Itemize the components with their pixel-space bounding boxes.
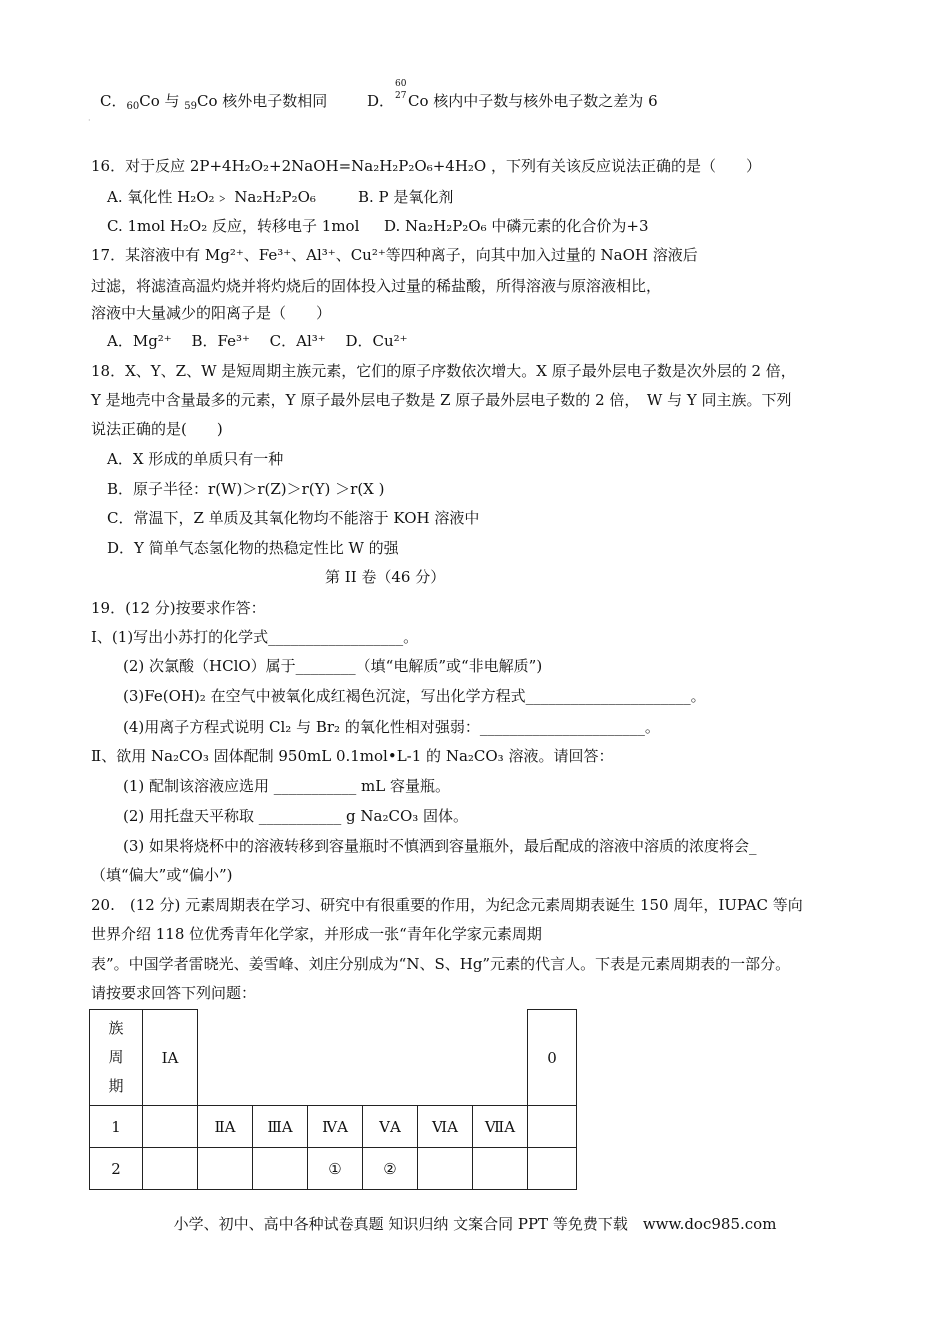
- q15-option-c-text-1: Co 与: [139, 92, 185, 110]
- q15-isotope-mass: 60: [395, 79, 407, 89]
- q15-option-d-label: D．: [367, 92, 395, 110]
- q20-line-3: 表”。中国学者雷晓光、姜雪峰、刘庄分别成为“N、S、Hg”元素的代言人。下表是元素周期表的一部分。: [91, 955, 791, 973]
- q19-part2-item3: (3) 如果将烧杯中的溶液转移到容量瓶时不慎洒到容量瓶外，最后配成的溶液中溶质的浓度将会_: [123, 837, 757, 855]
- q17-line-3: 溶液中大量减少的阳离子是（ ）: [91, 304, 332, 322]
- corner-label-group: 族: [108, 1019, 124, 1037]
- group-6a-header: ⅥA: [418, 1106, 473, 1148]
- q16-option-a: A. 氧化性 H₂O₂﹥ Na₂H₂P₂O₆: [107, 188, 316, 206]
- corner-label-period-1: 周: [108, 1048, 124, 1066]
- cell-period-2-group-0: [528, 1148, 577, 1190]
- q16-option-c: C. 1mol H₂O₂ 反应，转移电子 1mol: [107, 217, 360, 235]
- cell-period-2-group-1a: [143, 1148, 198, 1190]
- q19-part2-item3-hint: （填“偏大”或“偏小”): [91, 866, 233, 884]
- q16-option-b: B. P 是氧化剂: [358, 188, 454, 206]
- q18-line-1: 18．X、Y、Z、W 是短周期主族元素，它们的原子序数依次增大。X 原子最外层电子数是次外层的 2 倍，: [91, 362, 796, 380]
- periodic-table-fragment: [89, 1009, 577, 1190]
- group-4a-header: ⅣA: [308, 1106, 363, 1148]
- q18-line-2: Y 是地壳中含量最多的元素，Y 原子最外层电子数是 Z 原子最外层电子数的 2 倍， W 与 Y 同主族。下列: [91, 391, 792, 409]
- q19-part2-stem: Ⅱ、欲用 Na₂CO₃ 固体配制 950mL 0.1mol•L-1 的 Na₂CO₃ 溶液。请回答：: [91, 747, 614, 765]
- period-1-label: 1: [90, 1106, 143, 1148]
- q19-part2-item2: (2) 用托盘天平称取 ___________ g Na₂CO₃ 固体。: [123, 807, 469, 825]
- q15-isotope-notation: [394, 79, 408, 111]
- q17-options: A．Mg²⁺ B．Fe³⁺ C．Al³⁺ D．Cu²⁺: [107, 332, 408, 350]
- cell-period-2-group-4a: ①: [308, 1148, 363, 1190]
- group-2a-header: ⅡA: [198, 1106, 253, 1148]
- q16-stem: 16．对于反应 2P+4H₂O₂+2NaOH=Na₂H₂P₂O₆+4H₂O ，下列有关该反应说法正确的是（ ）: [91, 157, 762, 175]
- table-row-period-2: [90, 1148, 577, 1190]
- corner-label-period-2: 期: [108, 1077, 124, 1095]
- q18-option-a: A．X 形成的单质只有一种: [107, 450, 284, 468]
- q15-option-d-text: Co 核内中子数与核外电子数之差为 6: [408, 92, 658, 110]
- q18-option-c: C．常温下，Z 单质及其氧化物均不能溶于 KOH 溶液中: [107, 509, 480, 527]
- cell-period-1-group-1a: [143, 1106, 198, 1148]
- q20-line-1: 20. (12 分) 元素周期表在学习、研究中有很重要的作用，为纪念元素周期表诞生 150 周年，IUPAC 等向: [91, 896, 803, 914]
- cell-period-2-group-5a: ②: [363, 1148, 418, 1190]
- q20-line-4: 请按要求回答下列问题：: [91, 984, 257, 1002]
- table-row-header: [90, 1010, 577, 1106]
- group-0-header: 0: [528, 1010, 577, 1106]
- q15-isotope-atomic-number: 27: [395, 91, 407, 101]
- period-2-label: 2: [90, 1148, 143, 1190]
- q15-isotope-mass-59: 59: [184, 101, 197, 112]
- q19-stem: 19．(12 分)按要求作答：: [91, 599, 266, 617]
- q15-option-c-text-2: Co 核外电子数相同: [197, 92, 328, 110]
- q15-isotope-mass-60: 60: [126, 101, 140, 112]
- cell-period-1-group-0: [528, 1106, 577, 1148]
- page-footer: 小学、初中、高中各种试卷真题 知识归纳 文案合同 PPT 等免费下载 www.doc985.com: [173, 1215, 777, 1233]
- group-7a-header: ⅦA: [473, 1106, 528, 1148]
- q19-part2-item1: (1) 配制该溶液应选用 ___________ mL 容量瓶。: [123, 777, 451, 795]
- section-2-title: 第 II 卷（46 分）: [325, 568, 446, 586]
- q18-option-d: D．Y 简单气态氢化物的热稳定性比 W 的强: [107, 539, 399, 557]
- cell-period-2-group-2a: [198, 1148, 253, 1190]
- q15-option-d: [367, 79, 658, 111]
- table-row-period-1: [90, 1106, 577, 1148]
- group-5a-header: ⅤA: [363, 1106, 418, 1148]
- q19-part1-item2: (2) 次氯酸（HClO）属于________（填“电解质”或“非电解质”): [123, 657, 543, 675]
- table-corner-cell: [90, 1010, 143, 1106]
- q15-option-c-label: C．: [100, 92, 127, 110]
- q18-line-3: 说法正确的是( ): [91, 420, 223, 438]
- q19-part1-item3: (3)Fe(OH)₂ 在空气中被氧化成红褐色沉淀，写出化学方程式______________________。: [123, 687, 706, 705]
- q18-option-b: B．原子半径：r(W)＞r(Z)＞r(Y) ＞r(X ): [107, 480, 385, 498]
- q19-part1-item1: Ⅰ、(1)写出小苏打的化学式__________________。: [91, 628, 419, 646]
- q19-part1-item4: (4)用离子方程式说明 Cl₂ 与 Br₂ 的氧化性相对强弱：______________________。: [123, 718, 660, 736]
- cell-period-2-group-7a: [473, 1148, 528, 1190]
- q17-line-2: 过滤，将滤渣高温灼烧并将灼烧后的固体投入过量的稀盐酸，所得溶液与原溶液相比，: [91, 277, 662, 295]
- cell-period-2-group-3a: [253, 1148, 308, 1190]
- group-3a-header: ⅢA: [253, 1106, 308, 1148]
- stray-mark: ·: [88, 116, 91, 125]
- q20-line-2: 世界介绍 118 位优秀青年化学家，并形成一张“青年化学家元素周期: [91, 925, 542, 943]
- q16-option-d: D. Na₂H₂P₂O₆ 中磷元素的化合价为+3: [384, 217, 649, 235]
- table-gap-cell: [198, 1010, 528, 1106]
- q17-line-1: 17．某溶液中有 Mg²⁺、Fe³⁺、Al³⁺、Cu²⁺等四种离子，向其中加入过量的 NaOH 溶液后: [91, 246, 698, 264]
- q15-options: [100, 91, 327, 117]
- cell-period-2-group-6a: [418, 1148, 473, 1190]
- group-1a-header: ⅠA: [143, 1010, 198, 1106]
